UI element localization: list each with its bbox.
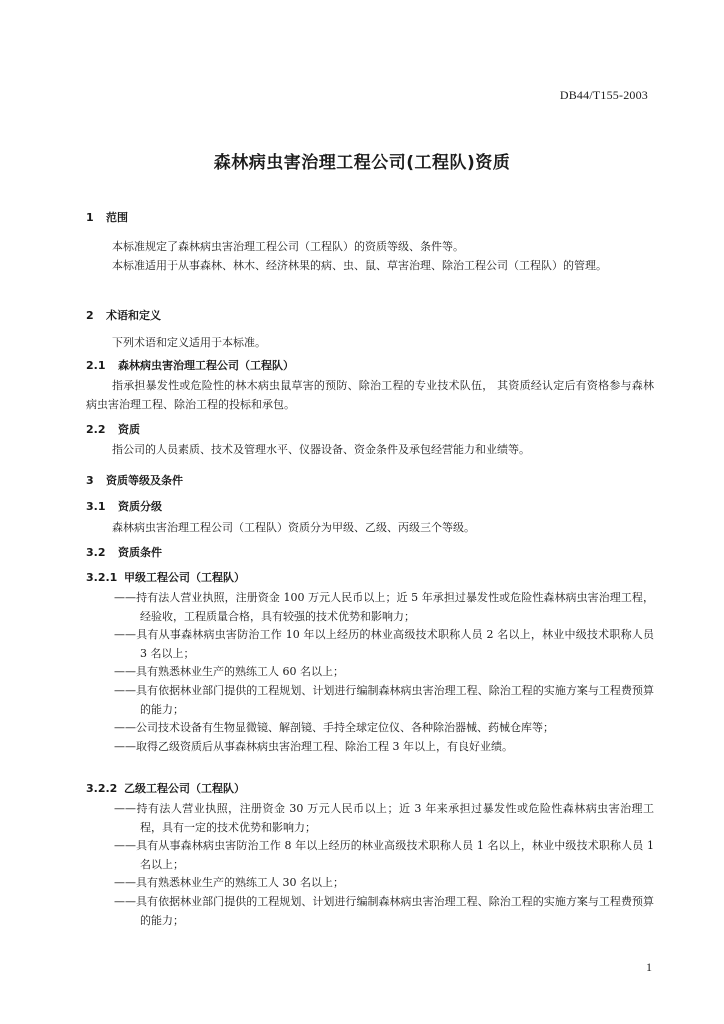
document-title: 森林病虫害治理工程公司(工程队)资质: [213, 153, 511, 173]
paragraph: 森林病虫害治理工程公司（工程队）资质分为甲级、乙级、丙级三个等级。: [112, 521, 475, 534]
section-heading: [86, 308, 654, 324]
list-item: ——持有法人营业执照，注册资金 100 万元人民币以上；近 5 年承担过暴发性或危险性森林病虫害治理工程，经验收，工程质量合格，具有较强的技术优势和影响力；: [114, 591, 654, 623]
paragraph: 下列术语和定义适用于本标准。: [112, 336, 266, 349]
section-number: 3: [86, 474, 94, 487]
subsection-heading: [86, 422, 654, 438]
requirement-list: [86, 800, 654, 930]
section-number: 3.2.1: [86, 571, 118, 584]
section-1-body: [86, 238, 654, 275]
section-3-2-2: [86, 781, 654, 930]
subsection-heading: [86, 358, 654, 374]
section-title: 资质: [118, 423, 140, 436]
clause-heading: [86, 781, 654, 797]
section-2: [86, 308, 654, 324]
list-item: ——具有依据林业部门提供的工程规划、计划进行编制森林病虫害治理工程、除治工程的实施方案与工程费预算的能力；: [114, 683, 654, 716]
section-number: 2.2: [86, 423, 106, 436]
list-item: ——取得乙级资质后从事森林病虫害治理工程、除治工程 3 年以上，有良好业绩。: [114, 739, 513, 753]
list-item: ——具有从事森林病虫害防治工作 8 年以上经历的林业高级技术职称人员 1 名以上，林业中级技术职称人员 1 名以上；: [114, 839, 654, 871]
paragraph: 指公司的人员素质、技术及管理水平、仪器设备、资金条件及承包经营能力和业绩等。: [112, 443, 530, 456]
requirement-list: [86, 589, 654, 756]
page-number: 1: [646, 960, 652, 974]
section-heading: [86, 473, 654, 489]
section-1: [86, 210, 654, 226]
section-title: 资质分级: [118, 500, 162, 513]
section-title: 资质等级及条件: [106, 474, 183, 487]
document-code: DB44/T155-2003: [559, 88, 648, 102]
section-title: 甲级工程公司（工程队）: [124, 571, 245, 584]
list-item: ——具有熟悉林业生产的熟练工人 30 名以上；: [114, 876, 344, 890]
section-number: 3.1: [86, 500, 106, 513]
section-title: 森林病虫害治理工程公司（工程队）: [118, 359, 294, 372]
section-number: 2: [86, 309, 94, 322]
section-3: [86, 473, 654, 489]
section-2-2: [86, 422, 654, 460]
section-3-2: [86, 545, 654, 561]
section-2-1: [86, 358, 654, 414]
section-title: 乙级工程公司（工程队）: [124, 782, 245, 795]
list-item: ——具有依据林业部门提供的工程规划、计划进行编制森林病虫害治理工程、除治工程的实施方案与工程费预算的能力；: [114, 894, 654, 927]
section-heading: [86, 210, 654, 226]
section-number: 1: [86, 211, 94, 224]
section-2-body: [86, 334, 654, 353]
section-number: 3.2.2: [86, 782, 118, 795]
section-3-2-1: [86, 570, 654, 756]
clause-heading: [86, 570, 654, 586]
section-number: 3.2: [86, 546, 106, 559]
subsection-heading: [86, 545, 654, 561]
list-item: ——持有法人营业执照，注册资金 30 万元人民币以上；近 3 年来承担过暴发性或危险性森林病虫害治理工程，具有一定的技术优势和影响力；: [114, 802, 654, 834]
section-title: 术语和定义: [106, 309, 161, 322]
paragraph: 指承担暴发性或危险性的林木病虫鼠草害的预防、除治工程的专业技术队伍， 其资质经认定后有资格参与森林病虫害治理工程、除治工程的投标和承包。: [86, 379, 654, 411]
list-item: ——具有从事森林病虫害防治工作 10 年以上经历的林业高级技术职称人员 2 名以上，林业中级技术职称人员 3 名以上；: [114, 628, 654, 660]
paragraph: 本标准适用于从事森林、林木、经济林果的病、虫、鼠、草害治理、除治工程公司（工程队）的管理。: [112, 258, 607, 272]
paragraph: 本标准规定了森林病虫害治理工程公司（工程队）的资质等级、条件等。: [112, 240, 464, 253]
section-title: 资质条件: [118, 546, 162, 559]
list-item: ——公司技术设备有生物显微镜、解剖镜、手持全球定位仪、各种除治器械、药械仓库等；: [114, 721, 554, 735]
section-3-1: [86, 499, 654, 538]
section-title: 范围: [106, 211, 128, 224]
section-number: 2.1: [86, 359, 106, 372]
list-item: ——具有熟悉林业生产的熟练工人 60 名以上；: [114, 665, 344, 679]
subsection-heading: [86, 499, 654, 515]
